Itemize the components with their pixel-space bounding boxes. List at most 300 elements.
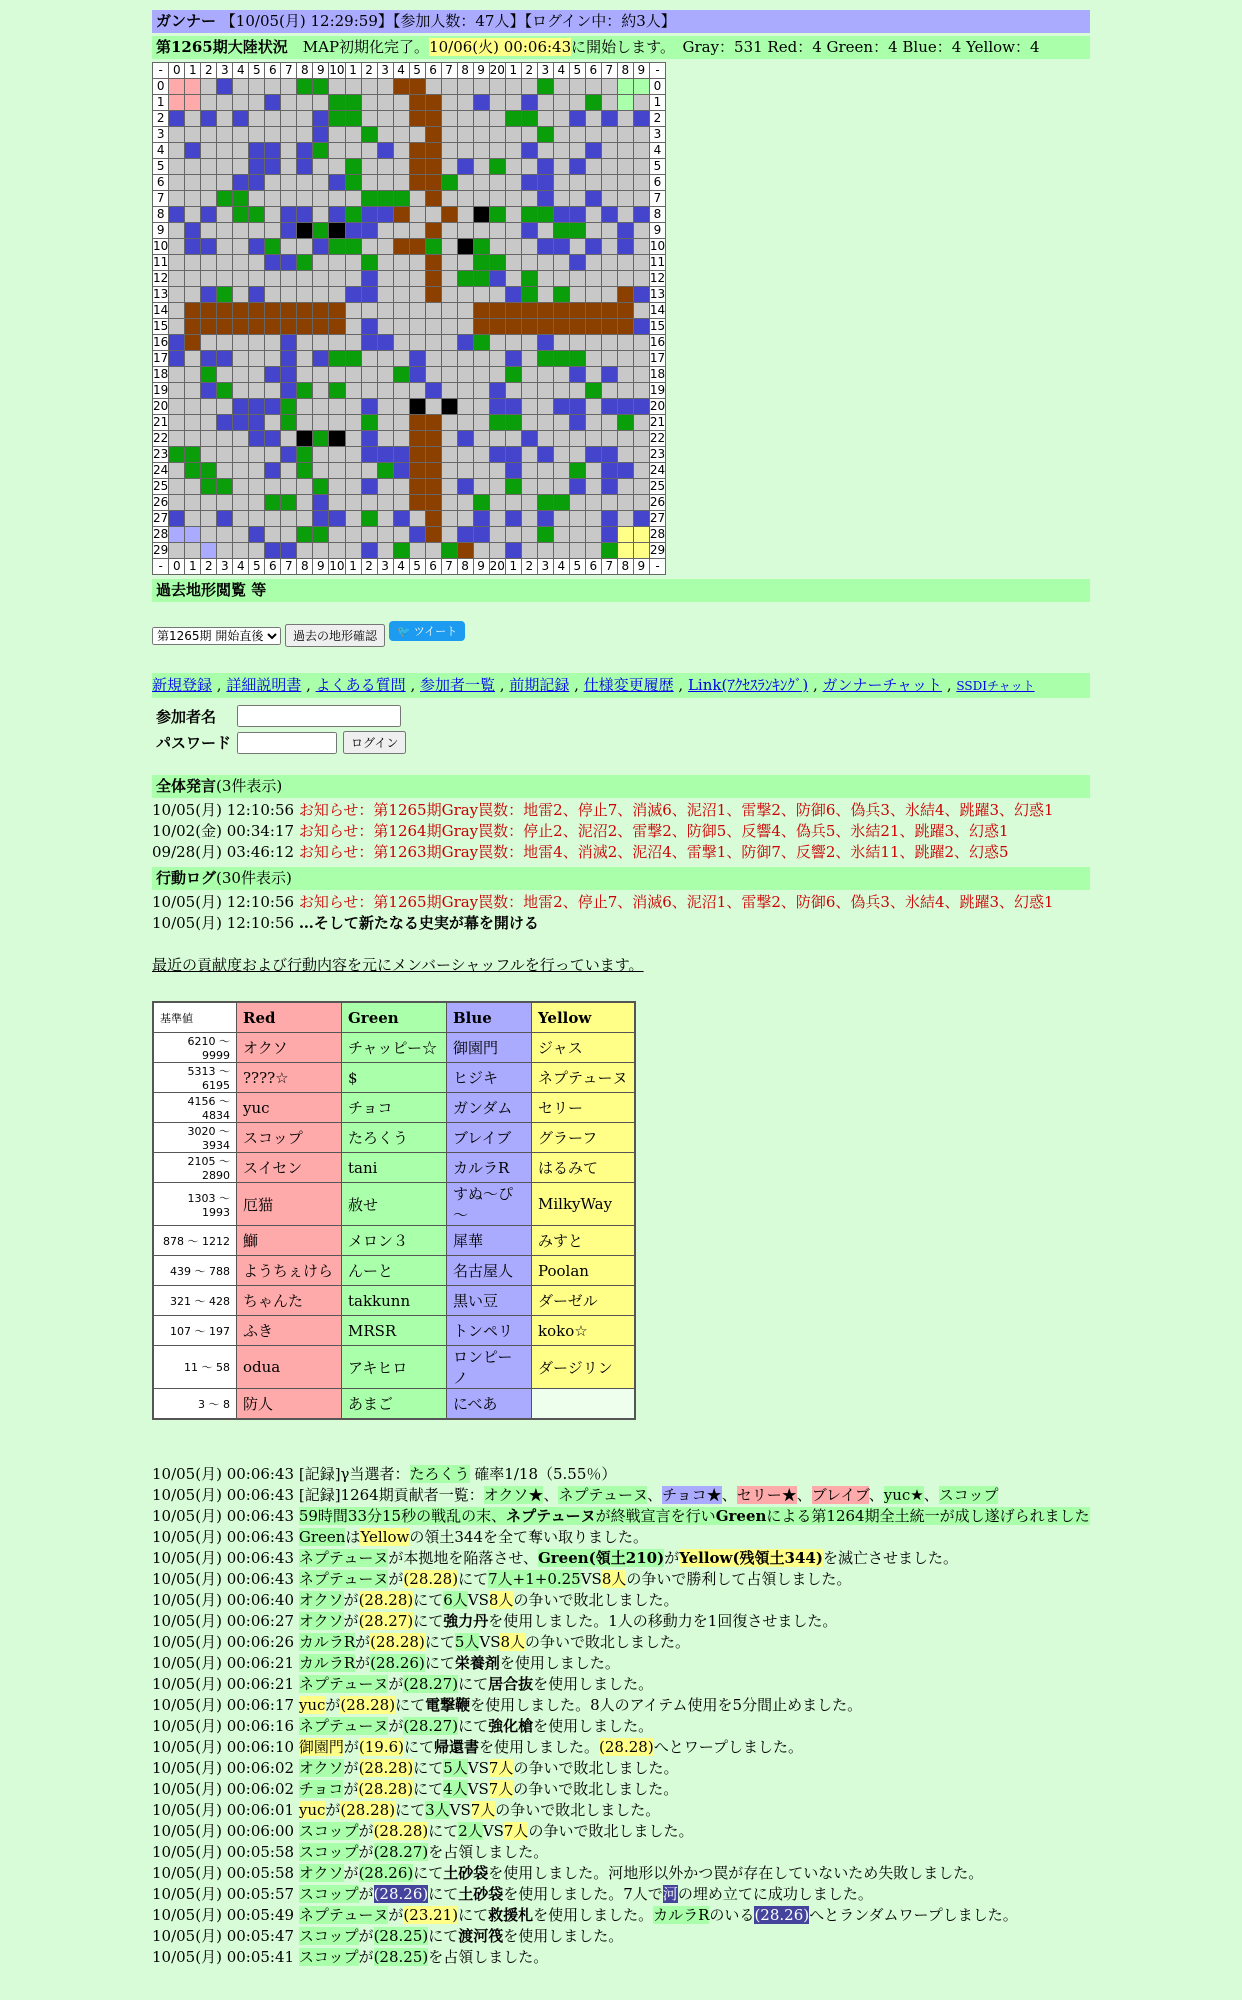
map-cell[interactable] <box>393 127 409 143</box>
map-cell[interactable] <box>217 287 233 303</box>
map-cell[interactable] <box>521 351 537 367</box>
map-cell[interactable] <box>585 383 601 399</box>
map-cell[interactable] <box>201 463 217 479</box>
map-cell[interactable] <box>281 399 297 415</box>
map-cell[interactable] <box>217 431 233 447</box>
map-cell[interactable] <box>489 303 505 319</box>
map-cell[interactable] <box>505 463 521 479</box>
map-cell[interactable] <box>537 223 553 239</box>
map-cell[interactable] <box>633 271 649 287</box>
map-cell[interactable] <box>281 239 297 255</box>
map-cell[interactable] <box>329 527 345 543</box>
map-cell[interactable] <box>281 335 297 351</box>
map-cell[interactable] <box>489 271 505 287</box>
map-cell[interactable] <box>265 367 281 383</box>
map-cell[interactable] <box>297 223 313 239</box>
map-cell[interactable] <box>297 175 313 191</box>
map-cell[interactable] <box>393 319 409 335</box>
map-cell[interactable] <box>185 111 201 127</box>
map-cell[interactable] <box>377 191 393 207</box>
map-cell[interactable] <box>409 95 425 111</box>
map-cell[interactable] <box>217 223 233 239</box>
map-cell[interactable] <box>217 303 233 319</box>
map-cell[interactable] <box>329 175 345 191</box>
map-cell[interactable] <box>281 207 297 223</box>
map-cell[interactable] <box>473 399 489 415</box>
map-cell[interactable] <box>377 495 393 511</box>
map-cell[interactable] <box>329 143 345 159</box>
map-cell[interactable] <box>457 415 473 431</box>
map-cell[interactable] <box>441 79 457 95</box>
map-cell[interactable] <box>489 399 505 415</box>
map-cell[interactable] <box>489 479 505 495</box>
map-cell[interactable] <box>585 271 601 287</box>
map-cell[interactable] <box>249 351 265 367</box>
map-cell[interactable] <box>521 399 537 415</box>
map-cell[interactable] <box>409 223 425 239</box>
map-cell[interactable] <box>601 527 617 543</box>
map-cell[interactable] <box>633 207 649 223</box>
map-cell[interactable] <box>233 127 249 143</box>
map-cell[interactable] <box>537 527 553 543</box>
map-cell[interactable] <box>313 383 329 399</box>
map-cell[interactable] <box>377 351 393 367</box>
map-cell[interactable] <box>553 527 569 543</box>
map-cell[interactable] <box>297 431 313 447</box>
map-cell[interactable] <box>601 271 617 287</box>
map-cell[interactable] <box>537 495 553 511</box>
map-cell[interactable] <box>377 543 393 559</box>
map-cell[interactable] <box>313 127 329 143</box>
map-cell[interactable] <box>313 399 329 415</box>
map-cell[interactable] <box>361 319 377 335</box>
map-cell[interactable] <box>185 511 201 527</box>
map-cell[interactable] <box>185 127 201 143</box>
map-cell[interactable] <box>633 479 649 495</box>
map-cell[interactable] <box>169 79 185 95</box>
map-cell[interactable] <box>441 271 457 287</box>
map-cell[interactable] <box>265 127 281 143</box>
map-cell[interactable] <box>553 143 569 159</box>
map-cell[interactable] <box>361 287 377 303</box>
map-cell[interactable] <box>329 223 345 239</box>
map-cell[interactable] <box>569 271 585 287</box>
map-cell[interactable] <box>633 495 649 511</box>
map-cell[interactable] <box>377 367 393 383</box>
map-cell[interactable] <box>329 415 345 431</box>
map-cell[interactable] <box>361 399 377 415</box>
map-cell[interactable] <box>425 255 441 271</box>
map-cell[interactable] <box>185 191 201 207</box>
map-cell[interactable] <box>473 447 489 463</box>
map-cell[interactable] <box>425 175 441 191</box>
map-cell[interactable] <box>201 191 217 207</box>
map-cell[interactable] <box>489 79 505 95</box>
map-cell[interactable] <box>249 367 265 383</box>
map-cell[interactable] <box>361 191 377 207</box>
map-cell[interactable] <box>441 351 457 367</box>
map-cell[interactable] <box>201 175 217 191</box>
map-cell[interactable] <box>361 95 377 111</box>
map-cell[interactable] <box>185 319 201 335</box>
map-cell[interactable] <box>265 95 281 111</box>
map-cell[interactable] <box>233 511 249 527</box>
map-cell[interactable] <box>617 111 633 127</box>
map-cell[interactable] <box>185 255 201 271</box>
map-cell[interactable] <box>537 79 553 95</box>
map-cell[interactable] <box>441 111 457 127</box>
map-cell[interactable] <box>617 159 633 175</box>
map-cell[interactable] <box>585 447 601 463</box>
map-cell[interactable] <box>233 527 249 543</box>
map-cell[interactable] <box>217 319 233 335</box>
map-cell[interactable] <box>265 207 281 223</box>
map-cell[interactable] <box>249 511 265 527</box>
map-cell[interactable] <box>233 431 249 447</box>
map-cell[interactable] <box>569 383 585 399</box>
map-cell[interactable] <box>297 287 313 303</box>
map-cell[interactable] <box>457 447 473 463</box>
map-cell[interactable] <box>569 431 585 447</box>
map-cell[interactable] <box>249 463 265 479</box>
map-cell[interactable] <box>185 95 201 111</box>
map-cell[interactable] <box>425 95 441 111</box>
map-cell[interactable] <box>217 95 233 111</box>
map-cell[interactable] <box>505 351 521 367</box>
map-cell[interactable] <box>409 415 425 431</box>
map-cell[interactable] <box>633 111 649 127</box>
map-cell[interactable] <box>265 495 281 511</box>
map-cell[interactable] <box>377 527 393 543</box>
map-cell[interactable] <box>617 175 633 191</box>
map-cell[interactable] <box>361 255 377 271</box>
map-cell[interactable] <box>345 111 361 127</box>
map-cell[interactable] <box>617 319 633 335</box>
map-cell[interactable] <box>281 367 297 383</box>
map-cell[interactable] <box>297 415 313 431</box>
map-cell[interactable] <box>345 255 361 271</box>
map-cell[interactable] <box>585 111 601 127</box>
map-cell[interactable] <box>633 191 649 207</box>
map-cell[interactable] <box>521 239 537 255</box>
map-cell[interactable] <box>169 159 185 175</box>
map-cell[interactable] <box>217 191 233 207</box>
map-cell[interactable] <box>345 399 361 415</box>
map-cell[interactable] <box>617 239 633 255</box>
map-cell[interactable] <box>169 287 185 303</box>
map-cell[interactable] <box>505 143 521 159</box>
map-cell[interactable] <box>361 511 377 527</box>
map-cell[interactable] <box>281 95 297 111</box>
map-cell[interactable] <box>441 543 457 559</box>
map-cell[interactable] <box>569 255 585 271</box>
map-cell[interactable] <box>569 191 585 207</box>
map-cell[interactable] <box>633 335 649 351</box>
map-cell[interactable] <box>201 383 217 399</box>
map-cell[interactable] <box>233 191 249 207</box>
map-cell[interactable] <box>329 127 345 143</box>
map-cell[interactable] <box>569 143 585 159</box>
map-cell[interactable] <box>217 479 233 495</box>
map-cell[interactable] <box>409 255 425 271</box>
map-cell[interactable] <box>617 495 633 511</box>
map-cell[interactable] <box>505 239 521 255</box>
map-cell[interactable] <box>441 335 457 351</box>
map-cell[interactable] <box>521 495 537 511</box>
map-cell[interactable] <box>361 527 377 543</box>
map-cell[interactable] <box>457 191 473 207</box>
map-cell[interactable] <box>441 175 457 191</box>
map-cell[interactable] <box>313 495 329 511</box>
map-cell[interactable] <box>249 383 265 399</box>
map-cell[interactable] <box>393 143 409 159</box>
map-cell[interactable] <box>585 543 601 559</box>
map-cell[interactable] <box>537 287 553 303</box>
map-cell[interactable] <box>617 431 633 447</box>
map-cell[interactable] <box>409 191 425 207</box>
map-cell[interactable] <box>489 319 505 335</box>
map-cell[interactable] <box>281 495 297 511</box>
map-cell[interactable] <box>281 447 297 463</box>
link-faq[interactable]: よくある質問 <box>315 676 406 694</box>
map-cell[interactable] <box>217 271 233 287</box>
map-cell[interactable] <box>505 479 521 495</box>
map-cell[interactable] <box>185 527 201 543</box>
map-cell[interactable] <box>185 463 201 479</box>
map-cell[interactable] <box>313 223 329 239</box>
map-cell[interactable] <box>249 175 265 191</box>
map-cell[interactable] <box>457 479 473 495</box>
map-cell[interactable] <box>409 287 425 303</box>
map-cell[interactable] <box>441 527 457 543</box>
map-cell[interactable] <box>345 95 361 111</box>
map-cell[interactable] <box>249 303 265 319</box>
map-cell[interactable] <box>201 303 217 319</box>
map-cell[interactable] <box>617 351 633 367</box>
map-cell[interactable] <box>185 399 201 415</box>
map-cell[interactable] <box>473 495 489 511</box>
map-cell[interactable] <box>473 239 489 255</box>
map-cell[interactable] <box>361 479 377 495</box>
map-cell[interactable] <box>489 527 505 543</box>
map-cell[interactable] <box>457 511 473 527</box>
map-cell[interactable] <box>313 447 329 463</box>
map-cell[interactable] <box>217 79 233 95</box>
map-cell[interactable] <box>409 303 425 319</box>
map-cell[interactable] <box>473 527 489 543</box>
map-cell[interactable] <box>569 415 585 431</box>
map-cell[interactable] <box>345 527 361 543</box>
map-cell[interactable] <box>521 207 537 223</box>
map-cell[interactable] <box>361 303 377 319</box>
map-cell[interactable] <box>393 175 409 191</box>
link-chat[interactable]: ガンナーチャット <box>822 676 943 694</box>
map-cell[interactable] <box>345 159 361 175</box>
map-cell[interactable] <box>521 447 537 463</box>
map-cell[interactable] <box>233 479 249 495</box>
map-cell[interactable] <box>521 127 537 143</box>
map-cell[interactable] <box>345 287 361 303</box>
map-cell[interactable] <box>569 223 585 239</box>
map-cell[interactable] <box>553 191 569 207</box>
map-cell[interactable] <box>329 319 345 335</box>
map-cell[interactable] <box>473 479 489 495</box>
map-cell[interactable] <box>361 367 377 383</box>
link-register[interactable]: 新規登録 <box>152 676 213 694</box>
map-cell[interactable] <box>297 159 313 175</box>
map-cell[interactable] <box>409 527 425 543</box>
map-cell[interactable] <box>345 511 361 527</box>
map-cell[interactable] <box>249 543 265 559</box>
map-cell[interactable] <box>345 223 361 239</box>
map-cell[interactable] <box>553 207 569 223</box>
map-cell[interactable] <box>585 175 601 191</box>
map-cell[interactable] <box>313 255 329 271</box>
map-cell[interactable] <box>553 175 569 191</box>
map-cell[interactable] <box>457 127 473 143</box>
map-cell[interactable] <box>409 207 425 223</box>
link-changelog[interactable]: 仕様変更履歴 <box>583 676 674 694</box>
map-cell[interactable] <box>393 159 409 175</box>
map-cell[interactable] <box>537 351 553 367</box>
map-cell[interactable] <box>201 95 217 111</box>
map-cell[interactable] <box>489 495 505 511</box>
map-cell[interactable] <box>329 79 345 95</box>
map-cell[interactable] <box>185 479 201 495</box>
map-cell[interactable] <box>585 335 601 351</box>
map-cell[interactable] <box>521 111 537 127</box>
map-cell[interactable] <box>201 495 217 511</box>
map-cell[interactable] <box>201 351 217 367</box>
map-cell[interactable] <box>537 255 553 271</box>
map-cell[interactable] <box>201 511 217 527</box>
map-cell[interactable] <box>281 319 297 335</box>
map-cell[interactable] <box>297 95 313 111</box>
map-cell[interactable] <box>281 415 297 431</box>
map-cell[interactable] <box>553 463 569 479</box>
map-cell[interactable] <box>265 303 281 319</box>
map-cell[interactable] <box>553 95 569 111</box>
map-cell[interactable] <box>313 239 329 255</box>
map-cell[interactable] <box>281 303 297 319</box>
map-cell[interactable] <box>441 287 457 303</box>
map-cell[interactable] <box>313 191 329 207</box>
map-cell[interactable] <box>633 447 649 463</box>
map-cell[interactable] <box>201 367 217 383</box>
map-cell[interactable] <box>489 207 505 223</box>
map-cell[interactable] <box>233 79 249 95</box>
map-cell[interactable] <box>249 191 265 207</box>
map-cell[interactable] <box>633 367 649 383</box>
map-cell[interactable] <box>361 495 377 511</box>
map-cell[interactable] <box>457 367 473 383</box>
map-cell[interactable] <box>185 367 201 383</box>
map-cell[interactable] <box>553 271 569 287</box>
map-cell[interactable] <box>601 111 617 127</box>
map-cell[interactable] <box>249 239 265 255</box>
map-cell[interactable] <box>473 175 489 191</box>
map-cell[interactable] <box>425 319 441 335</box>
map-cell[interactable] <box>329 511 345 527</box>
map-cell[interactable] <box>185 351 201 367</box>
map-cell[interactable] <box>489 159 505 175</box>
map-cell[interactable] <box>169 223 185 239</box>
map-cell[interactable] <box>553 543 569 559</box>
map-cell[interactable] <box>265 191 281 207</box>
map-cell[interactable] <box>281 255 297 271</box>
map-cell[interactable] <box>185 447 201 463</box>
map-cell[interactable] <box>281 191 297 207</box>
map-cell[interactable] <box>521 383 537 399</box>
map-cell[interactable] <box>521 79 537 95</box>
map-cell[interactable] <box>361 351 377 367</box>
map-cell[interactable] <box>281 143 297 159</box>
map-cell[interactable] <box>281 383 297 399</box>
map-cell[interactable] <box>537 447 553 463</box>
map-cell[interactable] <box>201 159 217 175</box>
map-cell[interactable] <box>169 303 185 319</box>
map-cell[interactable] <box>489 543 505 559</box>
map-cell[interactable] <box>297 399 313 415</box>
map-cell[interactable] <box>537 239 553 255</box>
map-cell[interactable] <box>585 399 601 415</box>
map-cell[interactable] <box>169 511 185 527</box>
map-cell[interactable] <box>553 111 569 127</box>
map-cell[interactable] <box>313 463 329 479</box>
map-cell[interactable] <box>633 431 649 447</box>
map-cell[interactable] <box>601 351 617 367</box>
map-cell[interactable] <box>537 159 553 175</box>
map-cell[interactable] <box>345 79 361 95</box>
map-cell[interactable] <box>169 463 185 479</box>
map-cell[interactable] <box>297 543 313 559</box>
map-cell[interactable] <box>585 95 601 111</box>
map-cell[interactable] <box>425 447 441 463</box>
map-cell[interactable] <box>409 271 425 287</box>
map-cell[interactable] <box>201 431 217 447</box>
map-cell[interactable] <box>489 351 505 367</box>
map-cell[interactable] <box>265 271 281 287</box>
map-cell[interactable] <box>489 127 505 143</box>
map-cell[interactable] <box>169 255 185 271</box>
map-cell[interactable] <box>201 415 217 431</box>
map-cell[interactable] <box>313 527 329 543</box>
map-cell[interactable] <box>185 415 201 431</box>
map-cell[interactable] <box>169 495 185 511</box>
tweet-button[interactable] <box>389 621 465 641</box>
map-cell[interactable] <box>281 431 297 447</box>
map-cell[interactable] <box>505 511 521 527</box>
map-cell[interactable] <box>249 255 265 271</box>
map-cell[interactable] <box>633 223 649 239</box>
map-cell[interactable] <box>345 543 361 559</box>
map-cell[interactable] <box>585 303 601 319</box>
map-cell[interactable] <box>281 111 297 127</box>
map-cell[interactable] <box>473 255 489 271</box>
map-cell[interactable] <box>217 351 233 367</box>
map-cell[interactable] <box>633 543 649 559</box>
map-cell[interactable] <box>617 143 633 159</box>
map-cell[interactable] <box>617 463 633 479</box>
map-cell[interactable] <box>585 143 601 159</box>
map-cell[interactable] <box>441 511 457 527</box>
map-cell[interactable] <box>377 239 393 255</box>
map-cell[interactable] <box>361 239 377 255</box>
map-cell[interactable] <box>585 367 601 383</box>
map-cell[interactable] <box>409 543 425 559</box>
map-cell[interactable] <box>473 79 489 95</box>
map-cell[interactable] <box>457 223 473 239</box>
